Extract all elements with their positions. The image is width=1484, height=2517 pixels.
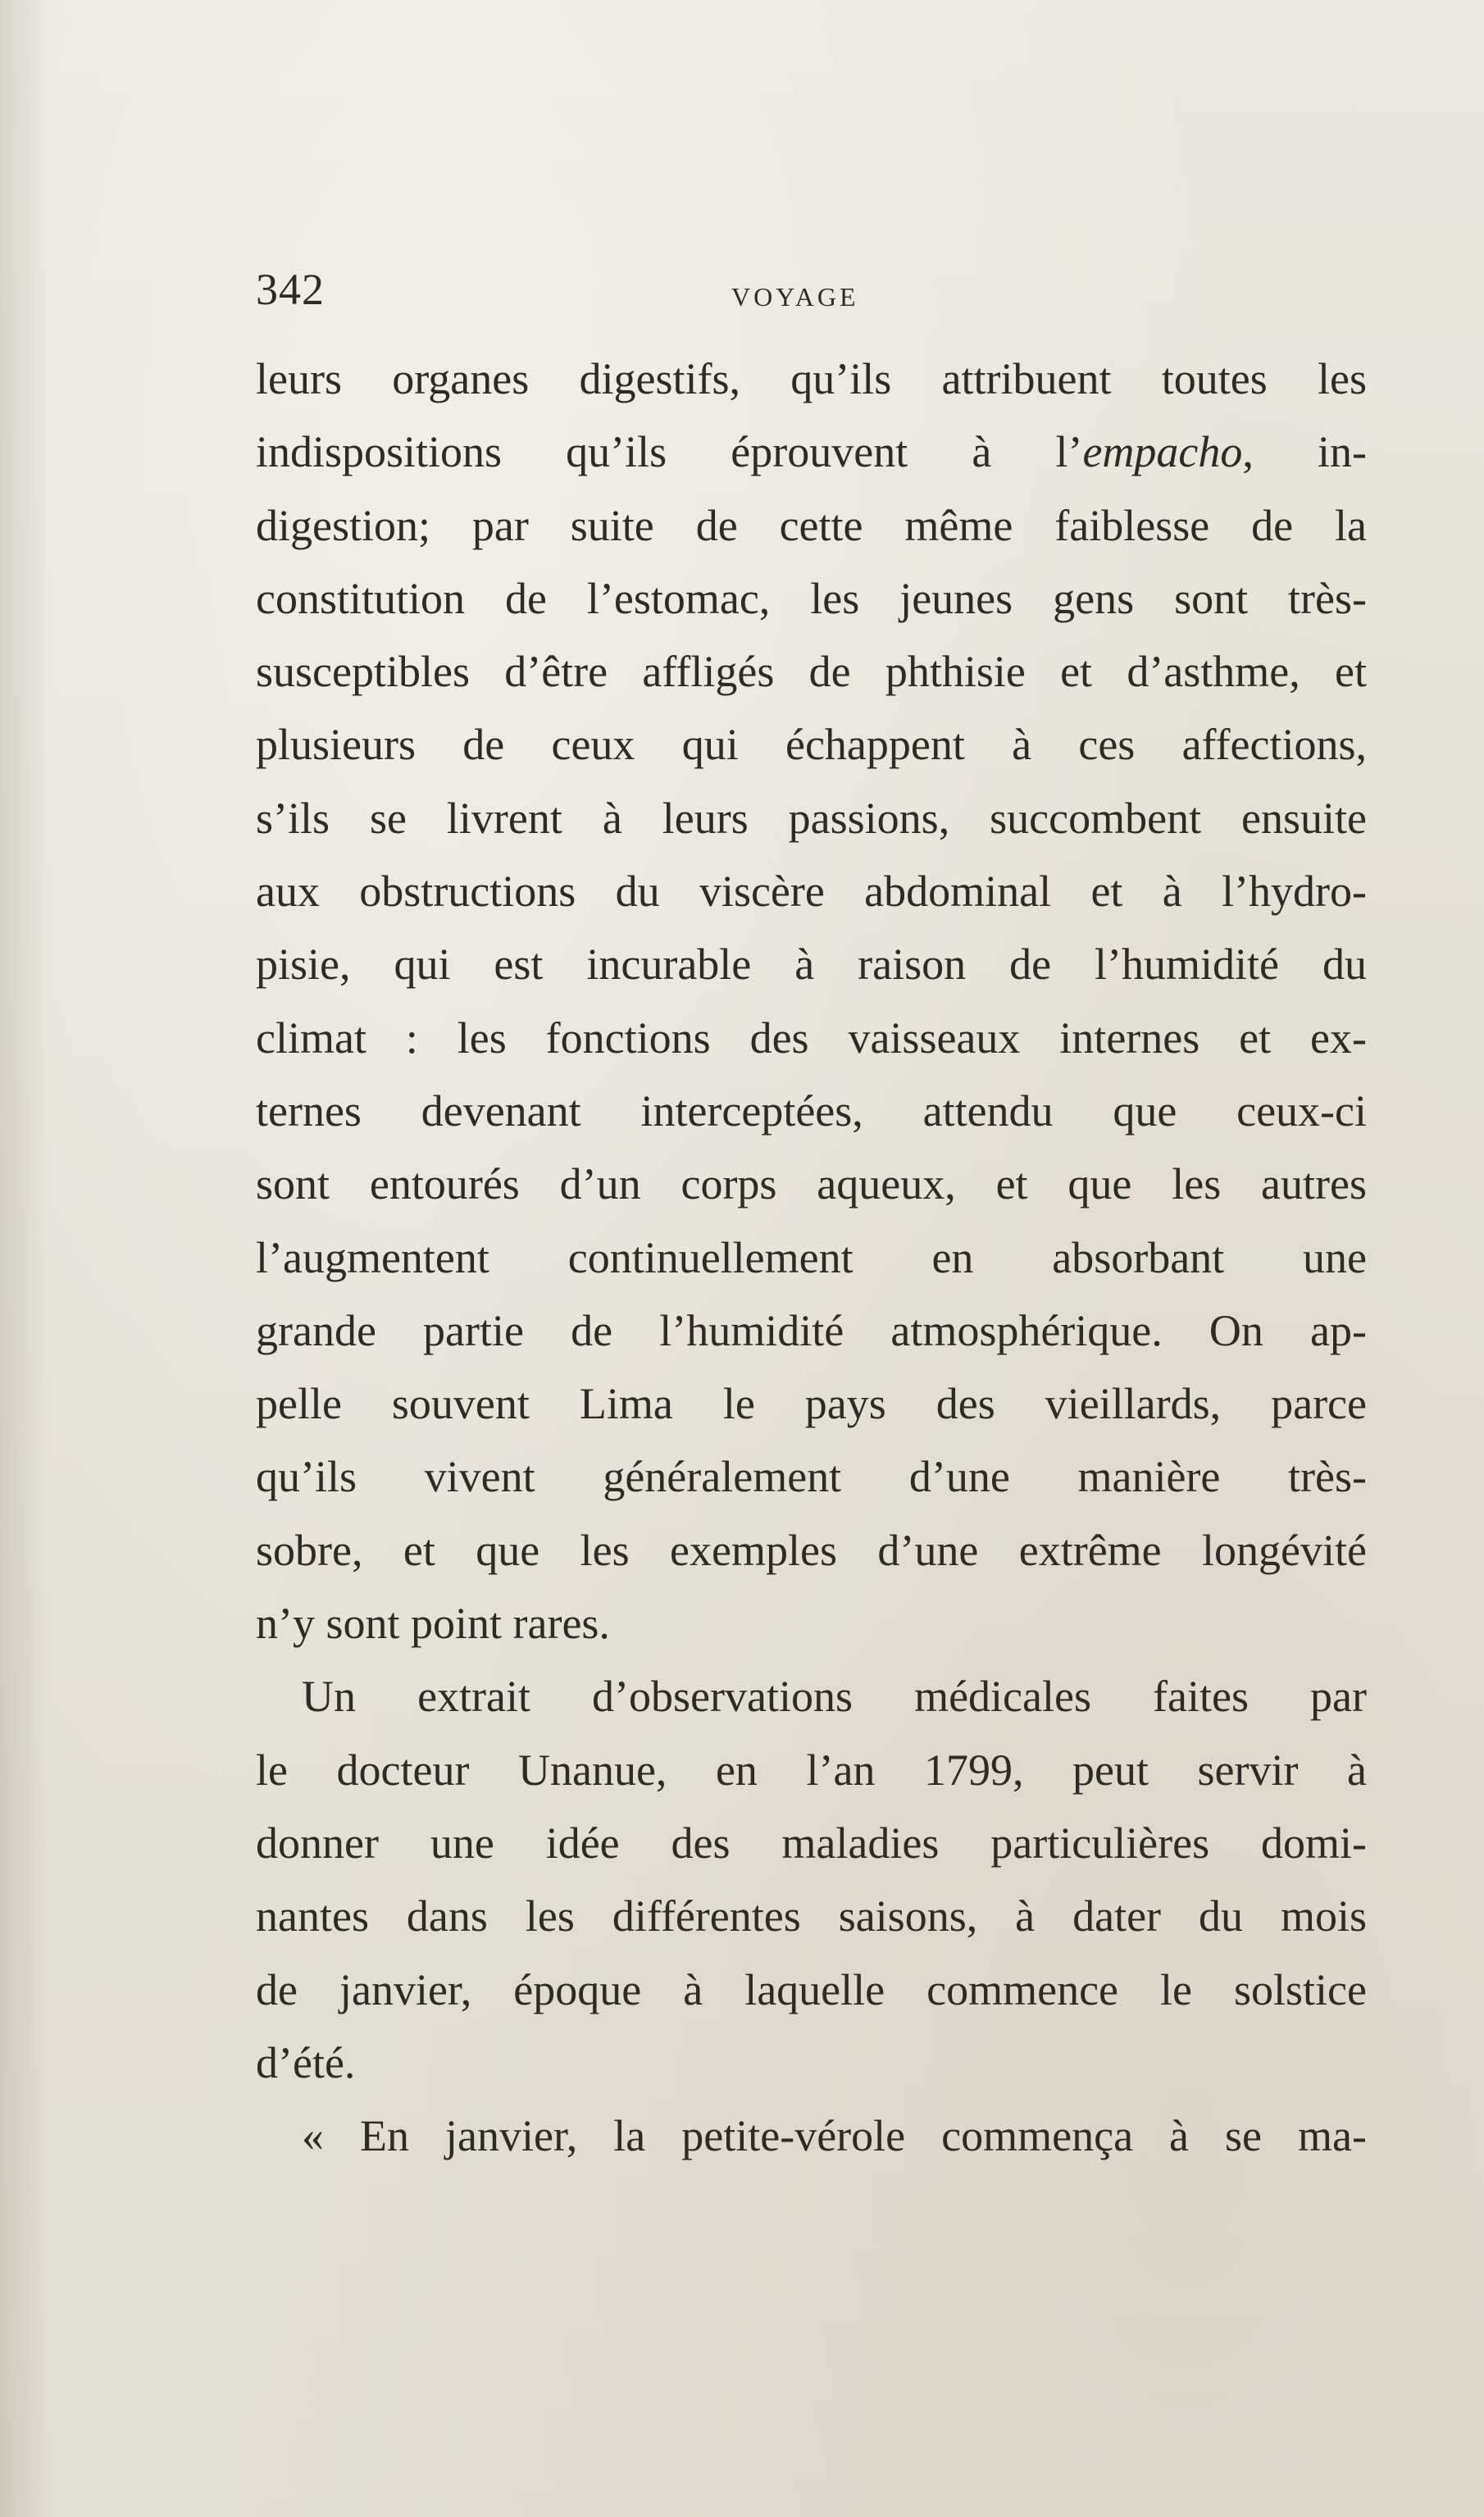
text-line-18: n’y sont point rares. [256, 1599, 610, 1649]
text-line-2-post: , in- [1242, 427, 1367, 477]
text-line-23: de janvier, époque à laquelle commence le solstice [256, 1964, 1367, 2014]
text-line-19: Un extrait d’observations médicales faites par [302, 1672, 1367, 1722]
page-number: 342 [256, 265, 325, 314]
text-line-1: leurs organes digestifs, qu’ils attribuent toutes les [256, 354, 1367, 403]
text-line-20: le docteur Unanue, en l’an 1799, peut servir à [256, 1745, 1367, 1795]
text-line-16: qu’ils vivent généralement d’une manière très- [256, 1452, 1367, 1502]
running-title: VOYAGE [731, 282, 859, 312]
text-line-7: s’ils se livrent à leurs passions, succombent ensuite [256, 793, 1367, 843]
text-line-9: pisie, qui est incurable à raison de l’humidité du [256, 940, 1367, 990]
text-line-15: pelle souvent Lima le pays des vieillards, parce [256, 1379, 1367, 1429]
text-line-14: grande partie de l’humidité atmosphérique. On ap- [256, 1305, 1367, 1355]
italic-term: empacho [1082, 427, 1243, 477]
text-line-13: l’augmentent continuellement en absorbant une [256, 1232, 1367, 1282]
text-line-4: constitution de l’estomac, les jeunes gens sont très- [256, 573, 1367, 623]
gutter-shadow [0, 0, 49, 2517]
running-head [256, 264, 1387, 313]
text-line-2 [256, 416, 1367, 489]
text-line-12: sont entourés d’un corps aqueux, et que les autres [256, 1159, 1367, 1209]
text-line-10: climat : les fonctions des vaisseaux internes et ex- [256, 1013, 1367, 1063]
text-line-8: aux obstructions du viscère abdominal et à l’hydro- [256, 867, 1367, 917]
text-line-24: d’été. [256, 2037, 356, 2087]
text-line-2-pre: indispositions qu’ils éprouvent à l’ [256, 427, 1083, 477]
text-line-5: susceptibles d’être affligés de phthisie et d’asthme, et [256, 647, 1367, 697]
text-line-3: digestion; par suite de cette même faiblesse de la [256, 500, 1367, 550]
text-line-21: donner une idée des maladies particulières domi- [256, 1818, 1367, 1868]
text-line-11: ternes devenant interceptées, attendu que ceux-ci [256, 1086, 1367, 1136]
text-line-22: nantes dans les différentes saisons, à dater du mois [256, 1891, 1367, 1941]
body-text [256, 343, 1367, 2173]
text-line-25: « En janvier, la petite-vérole commença à se ma- [302, 2111, 1367, 2161]
text-line-17: sobre, et que les exemples d’une extrême longévité [256, 1525, 1367, 1575]
text-line-6: plusieurs de ceux qui échappent à ces affections, [256, 720, 1367, 770]
